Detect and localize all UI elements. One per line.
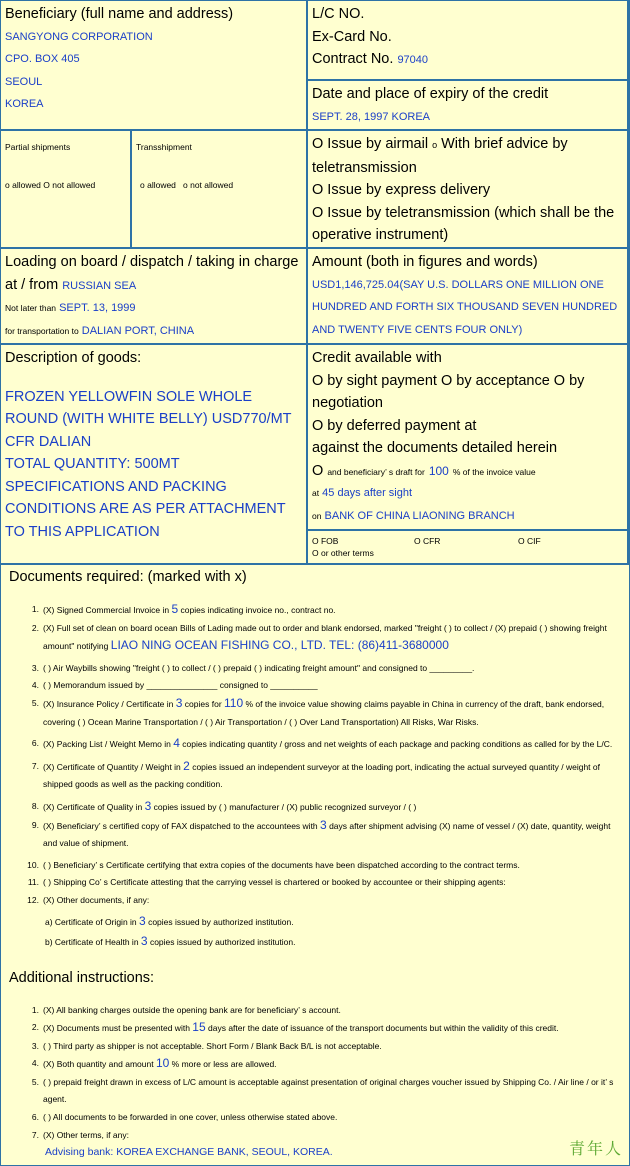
contract-label: Contract No.: [312, 51, 394, 67]
amount-value: USD1,146,725.04(SAY U.S. DOLLARS ONE MILLION ONE HUNDRED AND FORTH SIX THOUSAND SEVEN HUNDRED AND TWENTY FIVE CENTS FOUR ONLY): [312, 278, 618, 336]
doc-item: 11. ( ) Shipping Co’ s Certificate attesting that the carrying vessel is chartered or booked by accountee or their shipping agents:: [27, 877, 506, 888]
deferred-payment-option: O by deferred payment at: [312, 417, 477, 434]
credit-documents-text: against the documents detailed herein: [312, 440, 558, 456]
add-item: 3. ( ) Third party as shipper is not acceptable. Short Form / Blank Back B/L is not acceptable.: [31, 1040, 382, 1051]
add-item: 2. (X) Documents must be presented with 15 days after the date of issuance of the transport documents but within the validity of this credit.: [31, 1020, 559, 1035]
transshipment-box: [132, 131, 308, 249]
beneficiary-label: Beneficiary (full name and address): [5, 6, 234, 22]
price-terms-box: [308, 531, 629, 565]
add-item: 6. ( ) All documents to be forwarded in one cover, unless otherwise stated above.: [31, 1112, 338, 1123]
documents-section: [3, 565, 627, 1160]
goods-line: TOTAL QUANTITY: 500MT: [5, 456, 180, 472]
issue-method-box: [308, 131, 629, 249]
issue-airmail-option: O Issue by airmail: [312, 136, 429, 152]
doc-item: 8. (X) Certificate of Quality in 3 copies issued by ( ) manufacturer / (X) public recognized surveyor / ( ): [31, 798, 417, 813]
issue-express-option: O Issue by express delivery: [312, 182, 491, 198]
brief-advice-marker: o: [432, 140, 438, 150]
goods-line: SPECIFICATIONS AND PACKING CONDITIONS ARE AS PER ATTACHMENT TO THIS APPLICATION: [5, 478, 286, 540]
credit-available-box: [308, 345, 629, 531]
loading-from-value: RUSSIAN SEA: [62, 279, 137, 292]
other-terms-option: O or other terms: [312, 548, 374, 558]
doc-item: 10. ( ) Beneficiary’ s Certificate certifying that extra copies of the documents have been dispatched according to the contract terms.: [27, 859, 520, 870]
add-item: 4. (X) Both quantity and amount 10 % more or less are allowed.: [31, 1056, 277, 1071]
draft-percent: 100: [428, 463, 449, 478]
partial-shipments-label: Partial shipments: [5, 142, 71, 152]
credit-payment-options: O by sight payment O by acceptance O by negotiation: [312, 372, 585, 411]
doc-item: 2. (X) Full set of clean on board ocean Bills of Lading made out to order and blank endorsed, marked "freight ( ) to collect / (X) prepaid ( ) showing freight amount" notifying LIAO NING OCEAN FISHING CO., LTD. TEL: (86)411-3680000: [31, 622, 607, 653]
lc-no-label: L/C NO.: [312, 6, 365, 22]
documents-heading: Documents required: (marked with x): [9, 569, 247, 585]
credit-label: Credit available with: [312, 350, 442, 366]
expiry-box: [308, 81, 629, 131]
draft-option-marker: O: [312, 462, 324, 479]
transship-not-allowed-option: o not allowed: [183, 180, 234, 190]
watermark-logo: 青年人: [568, 1141, 623, 1158]
doc-item: 3. ( ) Air Waybills showing "freight ( ) to collect / ( ) prepaid ( ) indicating freight amount" and consigned to _________.: [31, 662, 475, 673]
on-label: on: [312, 510, 322, 521]
loading-box: [1, 249, 308, 345]
add-item: 1. (X) All banking charges outside the opening bank are for beneficiary’ s account.: [31, 1004, 341, 1015]
doc-item: 12. (X) Other documents, if any:: [27, 894, 150, 905]
additional-heading: Additional instructions:: [9, 969, 155, 986]
advising-bank: Advising bank: KOREA EXCHANGE BANK, SEOUL, KOREA.: [45, 1146, 333, 1159]
transship-allowed-option: o allowed: [140, 180, 176, 190]
draft-text-2: % of the invoice value: [452, 466, 536, 477]
not-later-label: Not later than: [5, 303, 57, 313]
issue-teletransmission-option: O Issue by teletransmission (which shall be the operative instrument): [312, 204, 615, 243]
goods-box: [1, 345, 308, 565]
partial-shipments-box: [1, 131, 132, 249]
beneficiary-line: KOREA: [5, 98, 44, 110]
doc-item: 5. (X) Insurance Policy / Certificate in 3 copies for 110 % of the invoice value showing claims payable in China in currency of the draft, bank endorsed, covering ( ) Ocean Marine Transportation / ( ) Air Transportation / ( ) Over Land Transportation) All Risks, War Risks.: [31, 695, 605, 727]
ex-card-label: Ex-Card No.: [312, 28, 392, 45]
beneficiary-line: CPO. BOX 405: [5, 53, 80, 65]
expiry-label: Date and place of expiry of the credit: [312, 86, 549, 102]
goods-label: Description of goods:: [5, 350, 142, 366]
fob-option: O FOB: [312, 536, 339, 546]
transshipment-label: Transshipment: [136, 142, 192, 152]
sub-item-origin: a) Certificate of Origin in 3 copies issued by authorized institution.: [45, 913, 294, 928]
transport-label: for transportation to: [5, 325, 79, 336]
partial-allowed-option: o allowed: [5, 180, 41, 190]
lc-number-box: [308, 1, 629, 81]
beneficiary-line: SEOUL: [5, 75, 43, 88]
brief-advice-text: With brief advice by teletransmission: [312, 136, 568, 176]
transport-value: DALIAN PORT, CHINA: [81, 324, 195, 337]
at-label: at: [312, 488, 320, 498]
cif-option: O CIF: [518, 536, 541, 546]
beneficiary-line: SANGYONG CORPORATION: [5, 30, 153, 43]
bank-value: BANK OF CHINA LIAONING BRANCH: [324, 509, 515, 522]
expiry-value: SEPT. 28, 1997 KOREA: [312, 110, 431, 123]
add-item: 5. ( ) prepaid freight drawn in excess of L/C amount is acceptable against presentation of original charges voucher issued by Shipping Co. / Air line / or it’ s agent.: [31, 1076, 614, 1105]
doc-item: 6. (X) Packing List / Weight Memo in 4 copies indicating quantity / gross and net weights of each package and packing conditions as called for by the L/C.: [31, 736, 613, 751]
contract-value: 97040: [397, 54, 429, 66]
partial-not-allowed-option: O not allowed: [43, 180, 96, 190]
doc-item: 1. (X) Signed Commercial Invoice in 5 copies indicating invoice no., contract no.: [31, 602, 336, 616]
doc-item: 4. ( ) Memorandum issued by _______________ consigned to __________: [31, 680, 318, 691]
goods-line: FROZEN YELLOWFIN SOLE WHOLE ROUND (WITH WHITE BELLY) USD770/MT CFR DALIAN: [5, 388, 292, 450]
loading-label: Loading on board / dispatch / taking in charge at / from: [5, 254, 299, 293]
at-value: 45 days after sight: [322, 487, 413, 499]
doc-item: 9. (X) Beneficiary’ s certified copy of FAX dispatched to the accountees with 3 days after shipment advising (X) name of vessel / (X) date, quantity, weight and value of shipment.: [31, 817, 611, 849]
add-item: 7. (X) Other terms, if any:: [31, 1129, 129, 1140]
doc-item: 7. (X) Certificate of Quantity / Weight in 2 copies issued an independent surveyor at the loading port, indicating the actual surveyed quantity / weight of shipped goods as well as the packing condition.: [31, 758, 600, 790]
draft-text: and beneficiary’ s draft for: [327, 466, 425, 477]
not-later-value: SEPT. 13, 1999: [59, 302, 136, 314]
cfr-option: O CFR: [414, 536, 441, 546]
amount-label: Amount (both in figures and words): [312, 254, 538, 270]
beneficiary-box: [1, 1, 308, 131]
amount-box: [308, 249, 629, 345]
sub-item-health: b) Certificate of Health in 3 copies issued by authorized institution.: [45, 933, 296, 948]
